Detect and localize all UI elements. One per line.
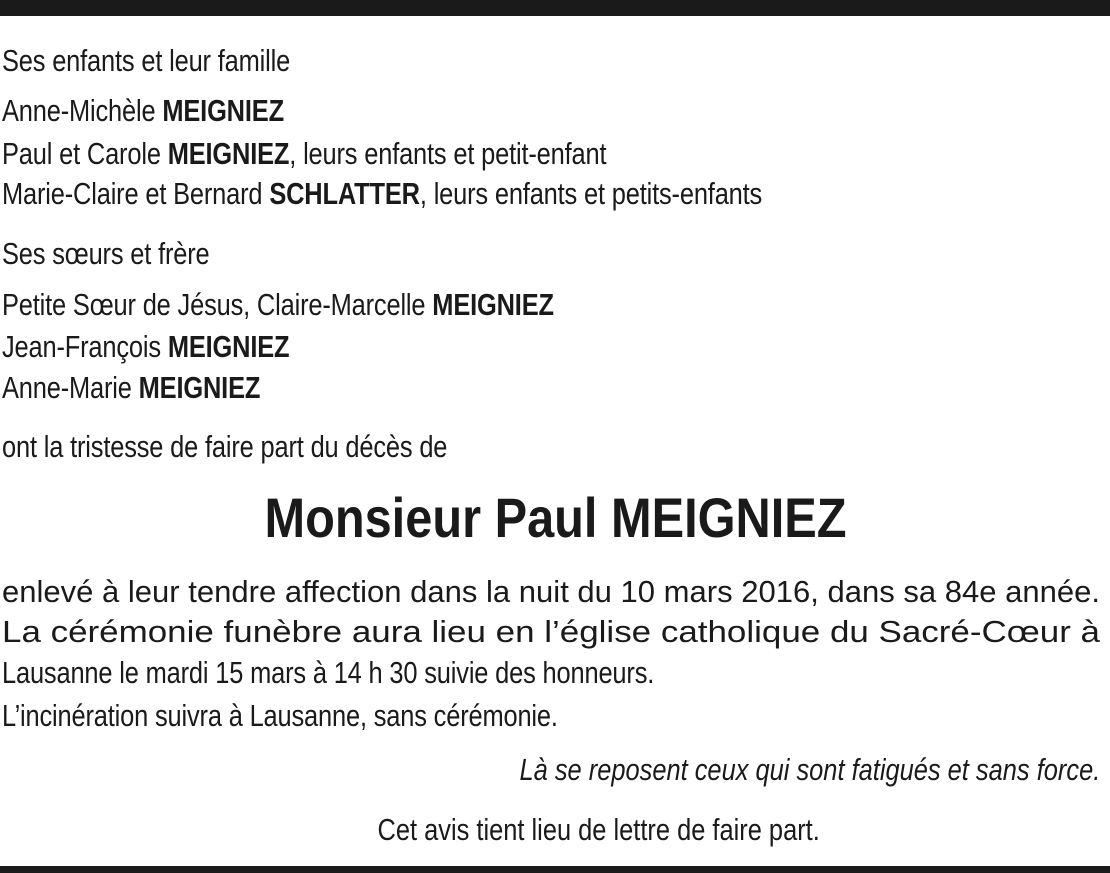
sibling-surname: MEIGNIEZ [432, 287, 554, 322]
deceased-name [0, 486, 1110, 550]
sibling-given: Anne-Marie [2, 370, 132, 405]
child-surname: MEIGNIEZ [167, 136, 290, 171]
child-given: Anne-Michèle [2, 93, 156, 128]
announcement: ont la tristesse de faire part du décès de [2, 429, 448, 464]
deceased-name-text: Monsieur Paul MEIGNIEZ [263, 486, 847, 549]
body-line-text: enlevé à leur tendre affection dans la nuit du 10 mars 2016, dans sa 84e année. [2, 574, 1100, 609]
body-line-text: La cérémonie funèbre aura lieu en l’église catholique du Sacré-Cœur à [2, 614, 1100, 649]
body-line-2 [2, 614, 1100, 650]
sibling-surname: MEIGNIEZ [138, 370, 261, 405]
intro-children: Ses enfants et leur famille [2, 43, 291, 78]
quote: Là se reposent ceux qui sont fatigués et sans force. [519, 752, 1100, 787]
child-suffix: , leurs enfants et petits-enfants [419, 176, 763, 211]
body-line-3: Lausanne le mardi 15 mars à 14 h 30 suivie des honneurs. [2, 655, 655, 690]
child-given: Paul et Carole [2, 136, 161, 171]
child-line-3 [2, 176, 762, 212]
sibling-surname: MEIGNIEZ [167, 329, 290, 364]
sibling-given: Petite Sœur de Jésus, Claire-Marcelle [2, 287, 426, 322]
top-rule [0, 0, 1110, 16]
sibling-line-3 [2, 370, 260, 406]
child-line-1 [2, 93, 284, 129]
child-surname: SCHLATTER [269, 176, 420, 211]
body-line-1 [2, 574, 1100, 610]
child-suffix: , leurs enfants et petit-enfant [289, 136, 607, 171]
closing-text: Cet avis tient lieu de lettre de faire part. [377, 812, 821, 847]
intro-siblings: Ses sœurs et frère [2, 236, 210, 271]
closing-line [0, 812, 1110, 848]
sibling-line-1 [2, 287, 554, 323]
bottom-rule [0, 866, 1110, 873]
child-line-2 [2, 136, 606, 172]
child-surname: MEIGNIEZ [162, 93, 284, 128]
body-line-4: L’incinération suivra à Lausanne, sans cérémonie. [2, 698, 558, 733]
child-given: Marie-Claire et Bernard [2, 176, 263, 211]
sibling-line-2 [2, 329, 289, 365]
sibling-given: Jean-François [2, 329, 161, 364]
